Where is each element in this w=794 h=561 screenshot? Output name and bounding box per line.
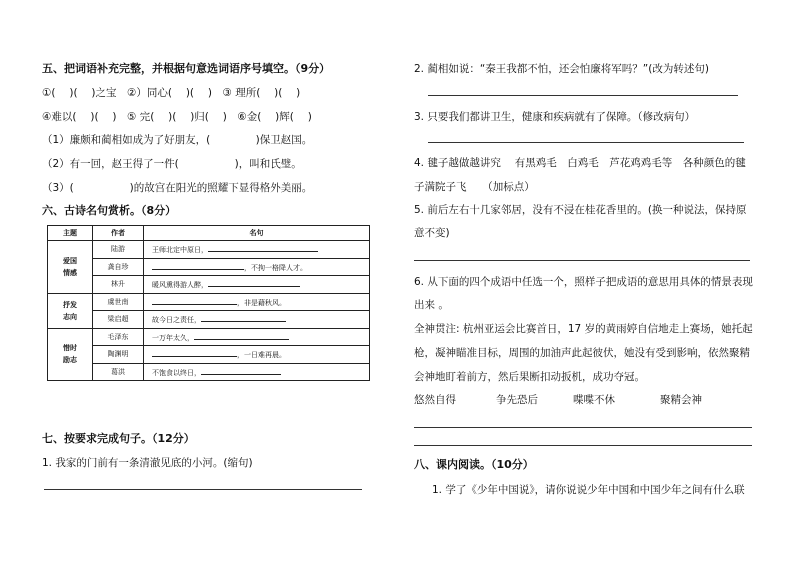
verse-given-part: ，不拘一格降人才。 [244,263,307,272]
verse-blank[interactable] [208,243,318,252]
verse-cell [144,328,370,346]
verse-given-part: 一万年太久， [152,333,194,342]
verse-cell [144,276,370,294]
verse-blank[interactable] [152,261,244,270]
question-5-line-1: 5. 前后左右十几家邻居，没有不浸在桂花香里的。(换一种说法，保持原 [414,204,747,216]
question-6-line-1: 6. 从下面的四个成语中任选一个，照样子把成语的意思用具体的情景表现 [414,276,753,288]
question-4-line-1: 4. 毽子越做越讲究 有黑鸡毛 白鸡毛 芦花鸡鸡毛等 各种颜色的毽 [414,157,746,169]
author-cell: 龚自珍 [93,258,144,276]
question-2: 2. 蔺相如说：“秦王我都不怕，还会怕廉将军吗？”(改为转述句) [414,63,709,75]
author-cell: 葛洪 [93,363,144,381]
verse-given-part: ，一日难再晨。 [237,351,286,360]
section-7-question-1: 1. 我家的门前有一条清澈见底的小河。(缩句) [42,457,253,469]
question-3: 3. 只要我们都讲卫生，健康和疾病就有了保障。（修改病句） [414,111,696,123]
section-5-question-3: （3）( )的故宫在阳光的照耀下显得格外美丽。 [42,182,313,194]
author-cell: 虞世南 [93,293,144,311]
section-5-title: 五、把词语补充完整，并根据句意选词语序号填空。（9分） [42,62,331,75]
verse-given-part: ，非是藉秋风。 [237,298,286,307]
topic-cell: 惜时 励志 [48,328,93,381]
question-6-example-line-1: 全神贯注: 杭州亚运会比赛首日，17 岁的黄雨婷自信地走上赛场，她托起 [414,323,753,335]
section-5-fill-row-1: ①( )( )之宝 ②）同心( )( ) ③ 理所( )( ) [42,87,301,99]
verse-cell [144,241,370,259]
section-5-question-2: （2）有一回，赵王得了一件( )，叫和氏璧。 [42,158,302,170]
author-cell: 陶渊明 [93,346,144,364]
table-row [48,328,370,346]
table-row [48,363,370,381]
verse-cell [144,346,370,364]
table-row [48,276,370,294]
verse-blank[interactable] [194,331,289,340]
verse-cell [144,311,370,329]
header-author: 作者 [93,226,144,241]
topic-cell: 爱国 情感 [48,241,93,294]
author-cell: 毛泽东 [93,328,144,346]
section-8-question-1: 1. 学了《少年中国说》，请你说说少年中国和中国少年之间有什么联 [432,484,745,496]
verse-blank[interactable] [152,348,237,357]
idiom-option: 喋喋不休 [573,394,615,406]
section-5-question-1: （1）廉颇和蔺相如成为了好朋友，( )保卫赵国。 [42,134,313,146]
section-6-title: 六、古诗名句赏析。（8分） [42,204,177,217]
answer-line[interactable] [428,142,744,143]
question-6-line-2: 出来 。 [414,299,449,311]
verse-given-part: 王师北定中原日， [152,246,208,255]
section-8-title: 八、课内阅读。（10分） [414,458,534,471]
answer-line[interactable] [414,445,752,446]
verse-cell [144,258,370,276]
question-5-line-2: 意不变) [414,227,450,239]
header-verse: 名句 [144,226,370,241]
section-7-title: 七、按要求完成句子。（12分） [42,432,195,445]
verse-given-part: 故今日之责任， [152,316,201,325]
author-cell: 陆游 [93,241,144,259]
poem-table [47,225,370,381]
verse-blank[interactable] [201,366,281,375]
answer-line[interactable] [414,427,752,428]
question-6-example-line-3: 会神地盯着前方，然后果断扣动扳机，成功夺冠。 [414,371,645,383]
table-row [48,311,370,329]
table-header-row [48,226,370,241]
verse-cell [144,363,370,381]
question-4-line-2: 子满院子飞 （加标点） [414,181,535,193]
table-row [48,241,370,259]
question-6-example-line-2: 枪，凝神瞄准目标，周围的加油声此起彼伏，她没有受到影响，依然聚精 [414,347,750,359]
answer-line[interactable] [414,260,750,261]
verse-cell [144,293,370,311]
verse-given-part: 不饱食以终日， [152,368,201,377]
header-topic: 主题 [48,226,93,241]
answer-line[interactable] [428,95,738,96]
answer-line[interactable] [44,489,362,490]
topic-cell: 抒发 志向 [48,293,93,328]
idiom-option: 聚精会神 [660,394,702,406]
author-cell: 梁启超 [93,311,144,329]
verse-blank[interactable] [152,296,237,305]
idiom-option: 争先恐后 [496,394,538,406]
verse-blank[interactable] [208,278,300,287]
section-5-fill-row-2: ④难以( )( ) ⑤ 完( )( )归( ) ⑥金( )辉( ) [42,111,312,123]
author-cell: 林升 [93,276,144,294]
idiom-option: 悠然自得 [414,394,456,406]
verse-given-part: 暖风熏得游人醉， [152,281,208,290]
table-row [48,293,370,311]
verse-blank[interactable] [201,313,286,322]
table-row [48,258,370,276]
table-row [48,346,370,364]
